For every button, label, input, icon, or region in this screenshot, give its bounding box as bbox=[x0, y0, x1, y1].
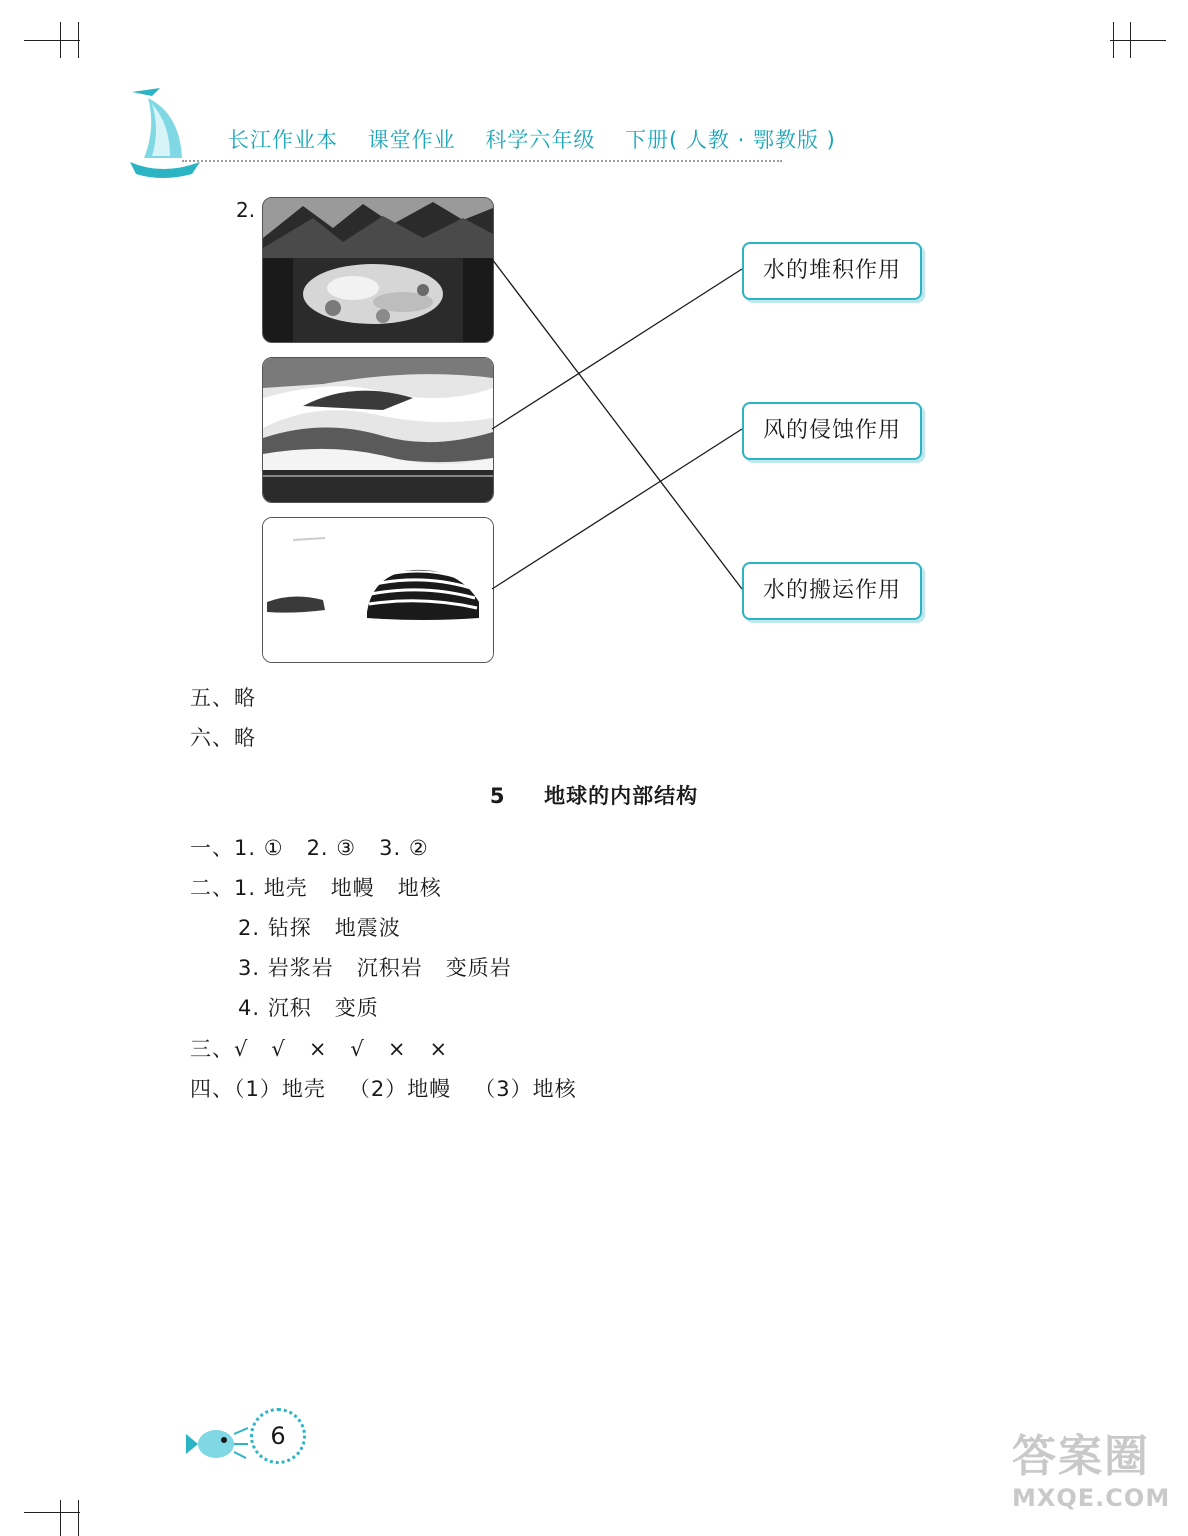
section-number: 5 bbox=[489, 784, 506, 808]
watermark bbox=[1012, 1420, 1172, 1530]
crop-mark-bottom-left-v2 bbox=[78, 1500, 79, 1536]
answer-q4: 四、（1）地壳 （2）地幔 （3）地核 bbox=[190, 1077, 577, 1101]
answer-q1: 一、1. ① 2. ③ 3. ② bbox=[190, 836, 429, 860]
label-water-transport: 水的搬运作用 bbox=[742, 562, 922, 620]
matching-lines bbox=[0, 0, 1188, 700]
question-number: 2. bbox=[236, 198, 256, 222]
answer-q2-1: 二、1. 地壳 地幔 地核 bbox=[190, 876, 442, 900]
watermark-url: MXQE.COM bbox=[1012, 1484, 1171, 1512]
answer-six: 六、略 bbox=[190, 726, 256, 750]
label-water-deposition: 水的堆积作用 bbox=[742, 242, 922, 300]
match-line-1 bbox=[492, 269, 742, 429]
answer-q2-2: 2. 钻探 地震波 bbox=[238, 916, 401, 940]
answer-five: 五、略 bbox=[190, 686, 256, 710]
header-subject: 科学六年级 bbox=[485, 128, 596, 152]
header-series: 课堂作业 bbox=[367, 128, 456, 152]
section-name: 地球的内部结构 bbox=[544, 784, 699, 808]
section-title bbox=[0, 780, 1188, 810]
match-line-2 bbox=[492, 429, 742, 589]
header-book: 长江作业本 bbox=[228, 128, 338, 152]
header-edition: 下册( 人教 · 鄂教版 ) bbox=[625, 128, 836, 152]
answer-q2-4: 4. 沉积 变质 bbox=[238, 996, 379, 1020]
answer-q3: 三、√ √ × √ × × bbox=[190, 1037, 449, 1061]
watermark-text: 答案圈 bbox=[1012, 1431, 1150, 1482]
label-wind-erosion: 风的侵蚀作用 bbox=[742, 402, 922, 460]
crop-mark-bottom-left-v1 bbox=[60, 1500, 61, 1536]
page-number: 6 bbox=[250, 1408, 306, 1464]
answer-q2-3: 3. 岩浆岩 沉积岩 变质岩 bbox=[238, 956, 512, 980]
match-line-0 bbox=[492, 259, 742, 589]
crop-mark-bottom-left-h bbox=[24, 1512, 80, 1513]
footer-fish-icon bbox=[186, 1418, 250, 1466]
